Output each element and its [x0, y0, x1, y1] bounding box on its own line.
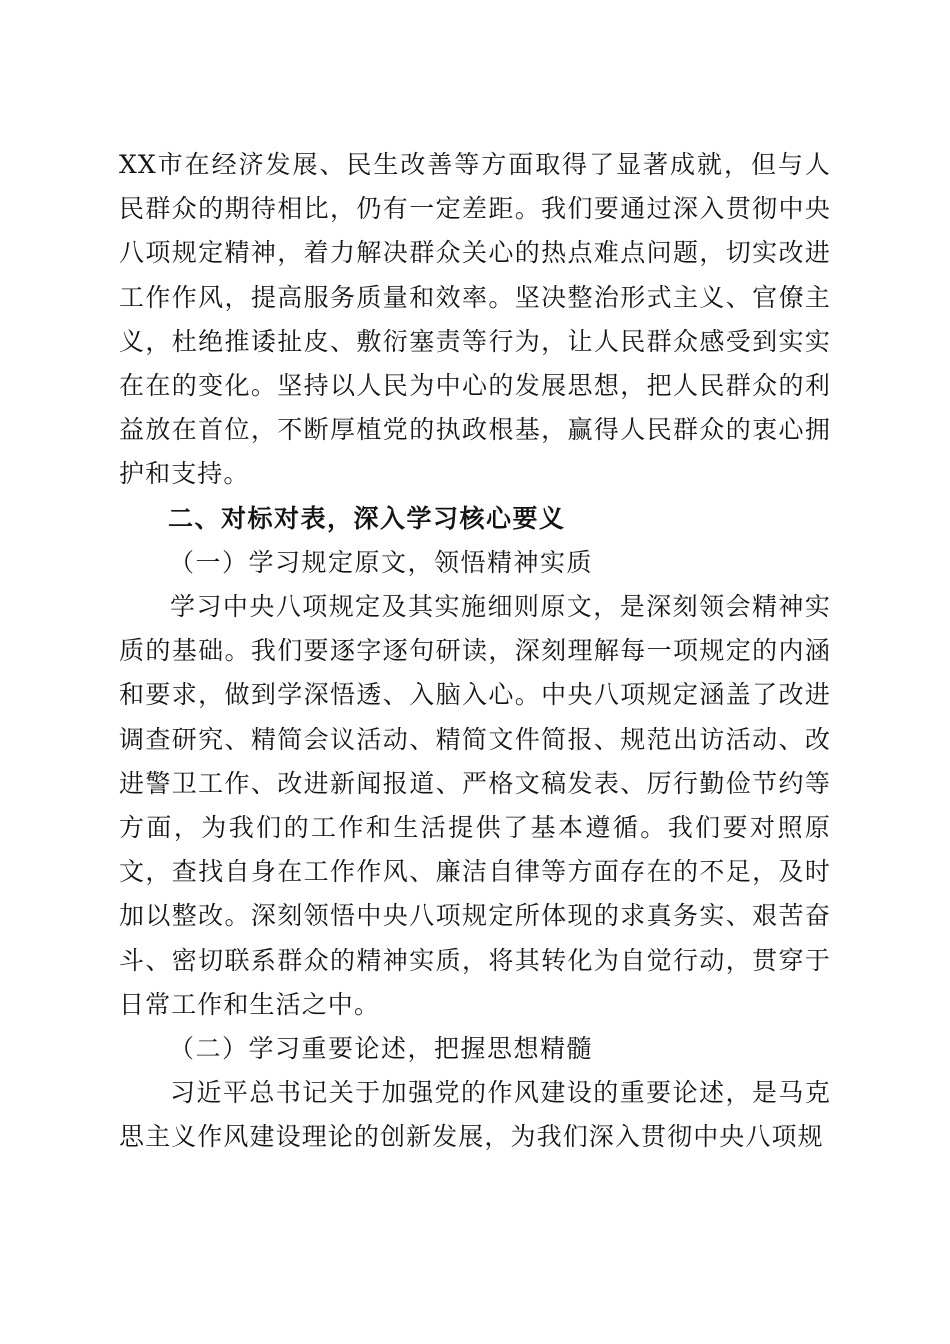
subsection-heading-1: （一）学习规定原文，领悟精神实质 — [169, 547, 594, 577]
body-paragraph-1: 学习中央八项规定及其实施细则原文，是深刻领会精神实质的基础。我们要逐字逐句研读，深刻理解每一项规定的内涵和要求，做到学深悟透、入脑入心。中央八项规定涵盖了改进调查研究、精简会议活动、精简文件简报、规范出访活动、改进警卫工作、改进新闻报道、严格文稿发表、厉行勤俭节约等方面，为我们的工作和生活提供了基本遵循。我们要对照原文，查找自身在工作作风、廉洁自律等方面存在的不足，及时加以整改。深刻领悟中央八项规定所体现的求真务实、艰苦奋斗、密切联系群众的精神实质，将其转化为自觉行动，贯穿于日常工作和生活之中。 — [119, 592, 831, 1019]
document-body — [119, 143, 831, 1160]
paragraph-continuation: XX市在经济发展、民生改善等方面取得了显著成就，但与人民群众的期待相比，仍有一定差距。我们要通过深入贯彻中央八项规定精神，着力解决群众关心的热点难点问题，切实改进工作作风，提高服务质量和效率。坚决整治形式主义、官僚主义，杜绝推诿扯皮、敷衍塞责等行为，让人民群众感受到实实在在的变化。坚持以人民为中心的发展思想，把人民群众的利益放在首位，不断厚植党的执政根基，赢得人民群众的衷心拥护和支持。 — [119, 150, 831, 489]
subsection-heading-2: （二）学习重要论述，把握思想精髓 — [169, 1034, 594, 1064]
body-paragraph-2: 习近平总书记关于加强党的作风建设的重要论述，是马克思主义作风建设理论的创新发展，为我们深入贯彻中央八项规 — [119, 1078, 831, 1152]
section-heading: 二、对标对表，深入学习核心要义 — [168, 503, 566, 533]
